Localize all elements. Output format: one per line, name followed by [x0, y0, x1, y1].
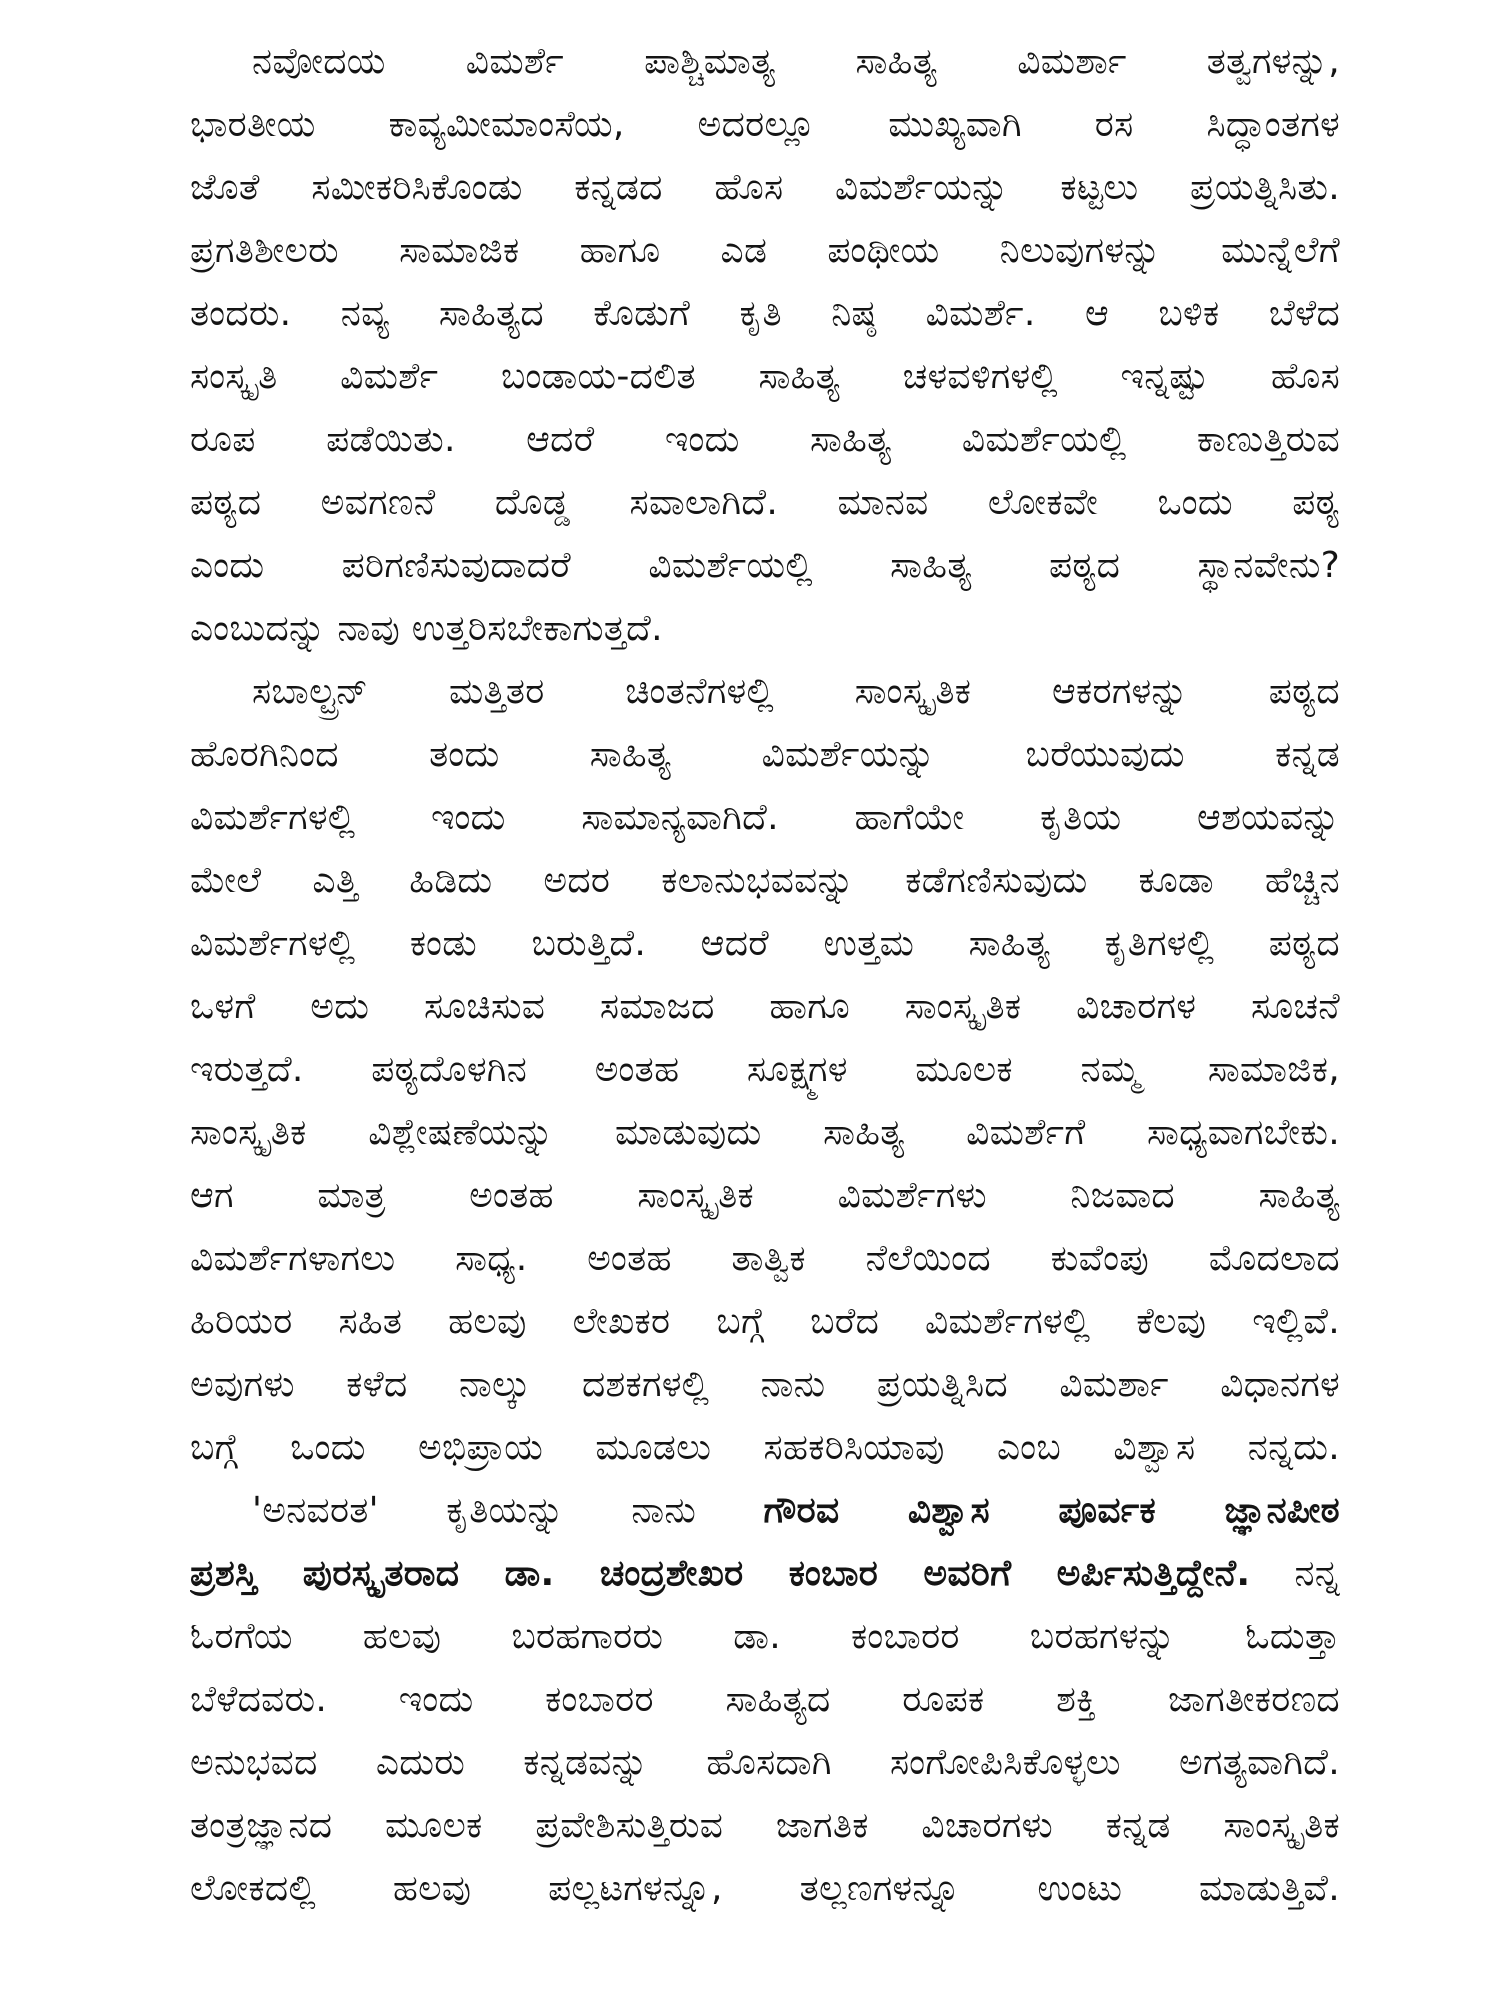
text-line: ಲೋಕದಲ್ಲಿ ಹಲವು ಪಲ್ಲಟಗಳನ್ನೂ, ತಲ್ಲಣಗಳನ್ನೂ ಉಂಟು ಮಾಡುತ್ತಿವೆ.: [190, 1868, 1340, 1909]
text-line: ಸಾಂಸ್ಕೃತಿಕ ವಿಶ್ಲೇಷಣೆಯನ್ನು ಮಾಡುವುದು ಸಾಹಿತ್ಯ ವಿಮರ್ಶೆಗೆ ಸಾಧ್ಯವಾಗಬೇಕು.: [190, 1112, 1340, 1153]
paragraph-2: [190, 660, 1340, 1479]
text-normal: ನನ್ನ: [1250, 1553, 1340, 1594]
text-line: ಹಿರಿಯರ ಸಹಿತ ಹಲವು ಲೇಖಕರ ಬಗ್ಗೆ ಬರೆದ ವಿಮರ್ಶೆಗಳಲ್ಲಿ ಕೆಲವು ಇಲ್ಲಿವೆ.: [190, 1301, 1340, 1342]
text-line: ಸಬಾಲ್ಟ್ರನ್ ಮತ್ತಿತರ ಚಿಂತನೆಗಳಲ್ಲಿ ಸಾಂಸ್ಕೃತಿಕ ಆಕರಗಳನ್ನು ಪಠ್ಯದ: [252, 671, 1340, 712]
text-line: ತಂದರು. ನವ್ಯ ಸಾಹಿತ್ಯದ ಕೊಡುಗೆ ಕೃತಿ ನಿಷ್ಠ ವಿಮರ್ಶೆ. ಆ ಬಳಿಕ ಬೆಳೆದ: [190, 293, 1340, 334]
text-line: ಎಂದು ಪರಿಗಣಿಸುವುದಾದರೆ ವಿಮರ್ಶೆಯಲ್ಲಿ ಸಾಹಿತ್ಯ ಪಠ್ಯದ ಸ್ಥಾನವೇನು?: [190, 545, 1340, 586]
text-line: ಎಂಬುದನ್ನು ನಾವು ಉತ್ತರಿಸಬೇಕಾಗುತ್ತದೆ.: [190, 608, 663, 649]
paragraph-3: [190, 1479, 1340, 1920]
text-line: [190, 1479, 1340, 1542]
paragraph-1: [190, 30, 1340, 660]
text-line: ಅವುಗಳು ಕಳೆದ ನಾಲ್ಕು ದಶಕಗಳಲ್ಲಿ ನಾನು ಪ್ರಯತ್ನಿಸಿದ ವಿಮರ್ಶಾ ವಿಧಾನಗಳ: [190, 1364, 1340, 1405]
body-text: [190, 30, 1340, 1920]
text-line: ಭಾರತೀಯ ಕಾವ್ಯಮೀಮಾಂಸೆಯ, ಅದರಲ್ಲೂ ಮುಖ್ಯವಾಗಿ ರಸ ಸಿದ್ಧಾಂತಗಳ: [190, 104, 1340, 145]
text-line: ವಿಮರ್ಶೆಗಳಲ್ಲಿ ಕಂಡು ಬರುತ್ತಿದೆ. ಆದರೆ ಉತ್ತಮ ಸಾಹಿತ್ಯ ಕೃತಿಗಳಲ್ಲಿ ಪಠ್ಯದ: [190, 923, 1340, 964]
text-line: ಓರಗೆಯ ಹಲವು ಬರಹಗಾರರು ಡಾ. ಕಂಬಾರರ ಬರಹಗಳನ್ನು ಓದುತ್ತಾ: [190, 1616, 1340, 1657]
text-line: ಹೊರಗಿನಿಂದ ತಂದು ಸಾಹಿತ್ಯ ವಿಮರ್ಶೆಯನ್ನು ಬರೆಯುವುದು ಕನ್ನಡ: [190, 734, 1340, 775]
text-line: ರೂಪ ಪಡೆಯಿತು. ಆದರೆ ಇಂದು ಸಾಹಿತ್ಯ ವಿಮರ್ಶೆಯಲ್ಲಿ ಕಾಣುತ್ತಿರುವ: [190, 419, 1340, 460]
text-line: ನವೋದಯ ವಿಮರ್ಶೆ ಪಾಶ್ಚಿಮಾತ್ಯ ಸಾಹಿತ್ಯ ವಿಮರ್ಶಾ ತತ್ವಗಳನ್ನು,: [252, 41, 1340, 82]
text-line: ಬೆಳೆದವರು. ಇಂದು ಕಂಬಾರರ ಸಾಹಿತ್ಯದ ರೂಪಕ ಶಕ್ತಿ ಜಾಗತೀಕರಣದ: [190, 1679, 1340, 1720]
text-line: ಅನುಭವದ ಎದುರು ಕನ್ನಡವನ್ನು ಹೊಸದಾಗಿ ಸಂಗೋಪಿಸಿಕೊಳ್ಳಲು ಅಗತ್ಯವಾಗಿದೆ.: [190, 1742, 1340, 1783]
text-line: [190, 1542, 1340, 1605]
text-line: ಸಂಸ್ಕೃತಿ ವಿಮರ್ಶೆ ಬಂಡಾಯ-ದಲಿತ ಸಾಹಿತ್ಯ ಚಳವಳಿಗಳಲ್ಲಿ ಇನ್ನಷ್ಟು ಹೊಸ: [190, 356, 1340, 397]
text-line: ಇರುತ್ತದೆ. ಪಠ್ಯದೊಳಗಿನ ಅಂತಹ ಸೂಕ್ಷ್ಮಗಳ ಮೂಲಕ ನಮ್ಮ ಸಾಮಾಜಿಕ,: [190, 1049, 1340, 1090]
text-line: ಜೊತೆ ಸಮೀಕರಿಸಿಕೊಂಡು ಕನ್ನಡದ ಹೊಸ ವಿಮರ್ಶೆಯನ್ನು ಕಟ್ಟಲು ಪ್ರಯತ್ನಿಸಿತು.: [190, 167, 1340, 208]
text-line: ಬಗ್ಗೆ ಒಂದು ಅಭಿಪ್ರಾಯ ಮೂಡಲು ಸಹಕರಿಸಿಯಾವು ಎಂಬ ವಿಶ್ವಾಸ ನನ್ನದು.: [190, 1427, 1340, 1468]
text-line: ತಂತ್ರಜ್ಞಾನದ ಮೂಲಕ ಪ್ರವೇಶಿಸುತ್ತಿರುವ ಜಾಗತಿಕ ವಿಚಾರಗಳು ಕನ್ನಡ ಸಾಂಸ್ಕೃತಿಕ: [190, 1805, 1340, 1846]
text-normal: 'ಅನವರತ' ಕೃತಿಯನ್ನು ನಾನು: [252, 1490, 764, 1531]
text-line: ಮೇಲೆ ಎತ್ತಿ ಹಿಡಿದು ಅದರ ಕಲಾನುಭವವನ್ನು ಕಡೆಗಣಿಸುವುದು ಕೂಡಾ ಹೆಚ್ಚಿನ: [190, 860, 1340, 901]
text-line: ಪಠ್ಯದ ಅವಗಣನೆ ದೊಡ್ಡ ಸವಾಲಾಗಿದೆ. ಮಾನವ ಲೋಕವೇ ಒಂದು ಪಠ್ಯ: [190, 482, 1340, 523]
text-line: ವಿಮರ್ಶೆಗಳಾಗಲು ಸಾಧ್ಯ. ಅಂತಹ ತಾತ್ವಿಕ ನೆಲೆಯಿಂದ ಕುವೆಂಪು ಮೊದಲಾದ: [190, 1238, 1340, 1279]
text-line: ಆಗ ಮಾತ್ರ ಅಂತಹ ಸಾಂಸ್ಕೃತಿಕ ವಿಮರ್ಶೆಗಳು ನಿಜವಾದ ಸಾಹಿತ್ಯ: [190, 1175, 1340, 1216]
text-bold: ಪ್ರಶಸ್ತಿ ಪುರಸ್ಕೃತರಾದ ಡಾ. ಚಂದ್ರಶೇಖರ ಕಂಬಾರ ಅವರಿಗೆ ಅರ್ಪಿಸುತ್ತಿದ್ದೇನೆ.: [190, 1553, 1251, 1594]
text-line: ಒಳಗೆ ಅದು ಸೂಚಿಸುವ ಸಮಾಜದ ಹಾಗೂ ಸಾಂಸ್ಕೃತಿಕ ವಿಚಾರಗಳ ಸೂಚನೆ: [190, 986, 1340, 1027]
text-bold: ಗೌರವ ವಿಶ್ವಾಸ ಪೂರ್ವಕ ಜ್ಞಾನಪೀಠ: [763, 1490, 1340, 1531]
text-line: ವಿಮರ್ಶೆಗಳಲ್ಲಿ ಇಂದು ಸಾಮಾನ್ಯವಾಗಿದೆ. ಹಾಗೆಯೇ ಕೃತಿಯ ಆಶಯವನ್ನು: [190, 797, 1340, 838]
text-line: ಪ್ರಗತಿಶೀಲರು ಸಾಮಾಜಿಕ ಹಾಗೂ ಎಡ ಪಂಥೀಯ ನಿಲುವುಗಳನ್ನು ಮುನ್ನೆಲೆಗೆ: [190, 230, 1340, 271]
